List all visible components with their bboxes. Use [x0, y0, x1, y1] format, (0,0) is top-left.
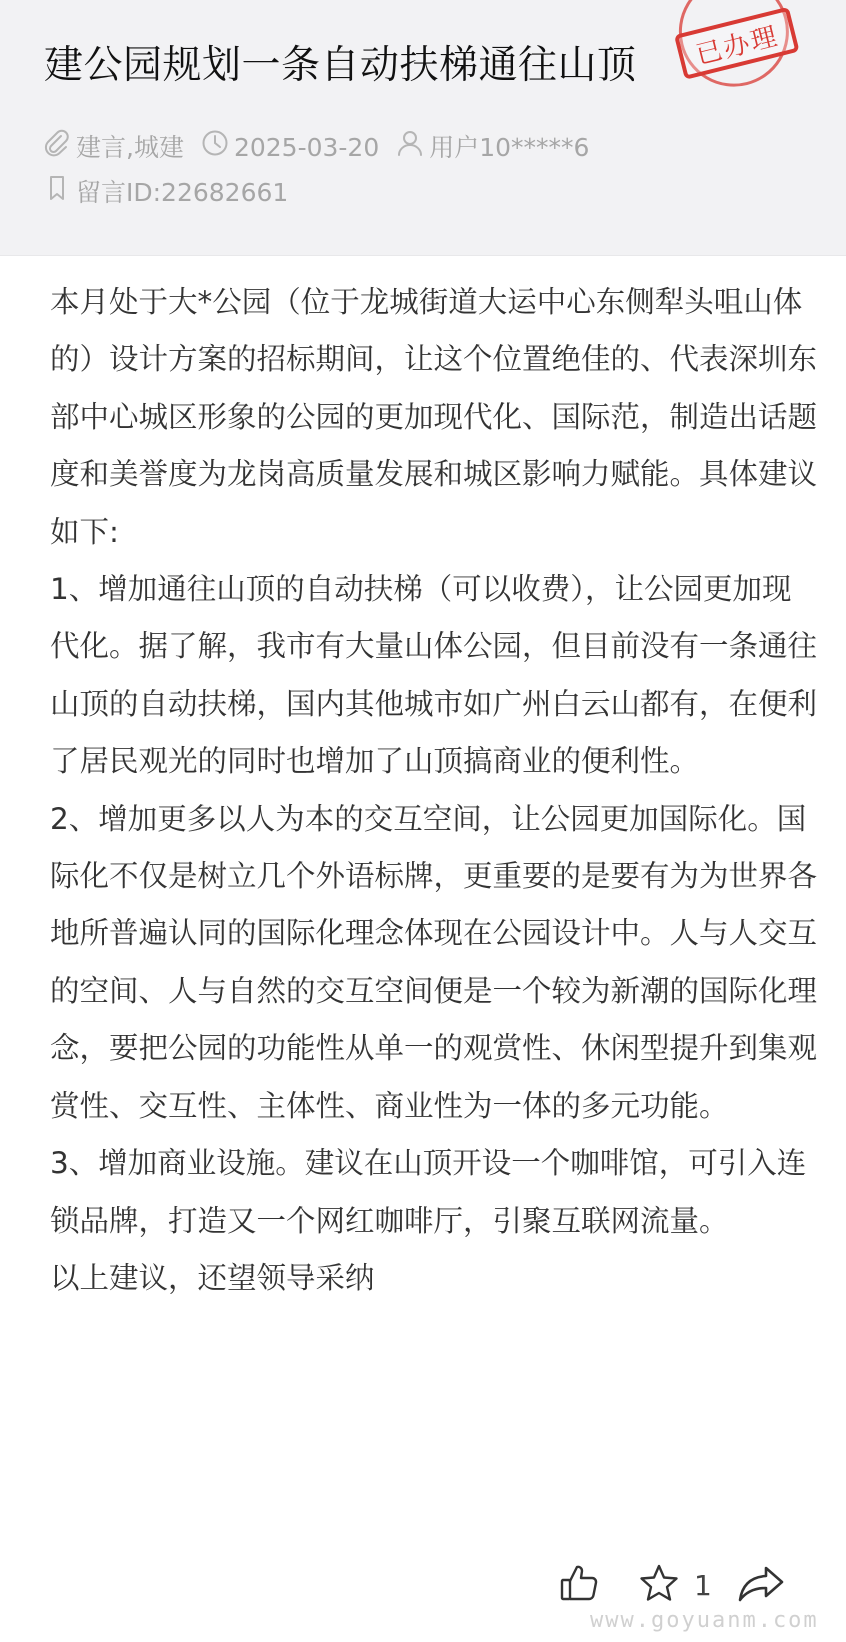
paragraph-point-1: 1、增加通往山顶的自动扶梯（可以收费），让公园更加现代化。据了解，我市有大量山体公园，但目前没有一条通往山顶的自动扶梯，国内其他城市如广州白云山都有，在便利了居民观光的同时也增加了山顶搞商业的便利性。	[50, 572, 818, 779]
category-text: 建言,城建	[76, 132, 184, 162]
clock-icon	[200, 128, 234, 167]
paperclip-icon	[42, 128, 76, 167]
meta-row-secondary	[42, 173, 304, 212]
like-button[interactable]	[558, 1562, 600, 1608]
share-button[interactable]	[736, 1564, 786, 1608]
meta-message-id	[42, 173, 288, 212]
meta-date	[200, 128, 379, 167]
message-body	[50, 274, 820, 1307]
favorite-count: 1	[694, 1568, 712, 1602]
thumbs-up-icon[interactable]	[558, 1562, 600, 1608]
header	[0, 0, 846, 256]
meta-row-primary	[42, 128, 605, 167]
user-text: 用户10*****6	[429, 132, 590, 162]
paragraph-closing: 以上建议，还望领导采纳	[50, 1260, 375, 1295]
star-icon[interactable]	[638, 1562, 680, 1608]
status-stamp	[664, 0, 812, 101]
watermark: www.goyuanm.com	[590, 1608, 819, 1633]
message-id-text: 留言ID:22682661	[76, 177, 289, 207]
paragraph-point-3: 3、增加商业设施。建议在山顶开设一个咖啡馆，可引入连锁品牌，打造又一个网红咖啡厅，引聚互联网流量。	[50, 1146, 807, 1238]
user-icon	[395, 128, 429, 167]
share-icon[interactable]	[736, 1564, 786, 1608]
page-title: 建公园规划一条自动扶梯通往山顶	[44, 43, 637, 88]
paragraph-point-2: 2、增加更多以人为本的交互空间，让公园更加国际化。国际化不仅是树立几个外语标牌，更重要的是要有为为世界各地所普遍认同的国际化理念体现在公园设计中。人与人交互的空间、人与自然的交互空间便是一个较为新潮的国际化理念，要把公园的功能性从单一的观赏性、休闲型提升到集观赏性、交互性、主体性、商业性为一体的多元功能。	[50, 801, 818, 1123]
bookmark-icon	[42, 173, 76, 212]
paragraph-intro: 本月处于大*公园（位于龙城街道大运中心东侧犁头咀山体的）设计方案的招标期间，让这个位置绝佳的、代表深圳东部中心城区形象的公园的更加现代化、国际范，制造出话题度和美誉度为龙岗高质量发展和城区影响力赋能。具体建议如下:	[50, 285, 818, 549]
favorite-button[interactable]	[638, 1562, 712, 1608]
meta-category	[42, 128, 184, 167]
date-text: 2025-03-20	[233, 132, 380, 162]
meta-user	[395, 128, 589, 167]
stamp-label: 已办理	[674, 7, 800, 80]
